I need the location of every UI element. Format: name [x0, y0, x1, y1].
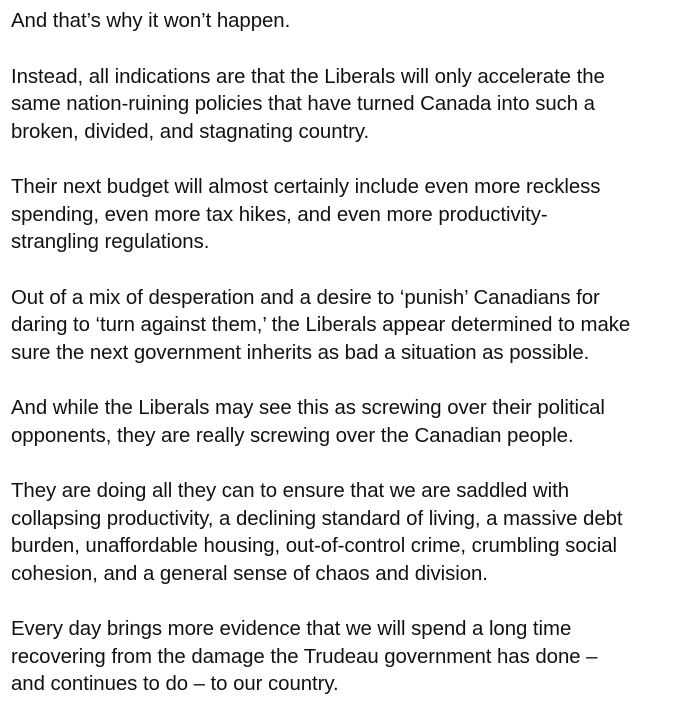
text-line: opponents, they are really screwing over the Canadian people. [11, 424, 574, 447]
text-line: Instead, all indications are that the Liberals will only accelerate the [11, 65, 605, 88]
paragraph-4 [11, 285, 683, 368]
text-line: daring to ‘turn against them,’ the Liberals appear determined to make [11, 314, 631, 336]
text-line: broken, divided, and stagnating country. [11, 120, 370, 143]
paragraph-2 [11, 64, 683, 147]
text-line: And while the Liberals may see this as screwing over their political [11, 397, 605, 419]
article-body [11, 8, 683, 699]
text-line: and continues to do – to our country. [11, 673, 339, 695]
paragraph-6 [11, 478, 683, 588]
text-line: burden, unaffordable housing, out-of-control crime, crumbling social [11, 535, 618, 557]
text-line: collapsing productivity, a declining standard of living, a massive debt [11, 507, 623, 530]
text-line: same nation-ruining policies that have turned Canada into such a [11, 93, 595, 115]
paragraph-1 [11, 8, 683, 36]
text-line: Every day brings more evidence that we will spend a long time [11, 618, 572, 640]
text-line: recovering from the damage the Trudeau government has done – [11, 645, 598, 668]
text-line: strangling regulations. [11, 231, 210, 253]
text-line: Their next budget will almost certainly include even more reckless [11, 176, 601, 198]
paragraph-7 [11, 616, 683, 699]
text-line: spending, even more tax hikes, and even more productivity- [11, 203, 548, 226]
text-line: And that’s why it won’t happen. [11, 10, 291, 32]
text-line: sure the next government inherits as bad a situation as possible. [11, 341, 590, 364]
text-line: cohesion, and a general sense of chaos and division. [11, 562, 488, 585]
text-line: They are doing all they can to ensure that we are saddled with [11, 480, 569, 502]
paragraph-5 [11, 395, 683, 450]
text-line: Out of a mix of desperation and a desire to ‘punish’ Canadians for [11, 286, 600, 309]
paragraph-3 [11, 174, 683, 257]
